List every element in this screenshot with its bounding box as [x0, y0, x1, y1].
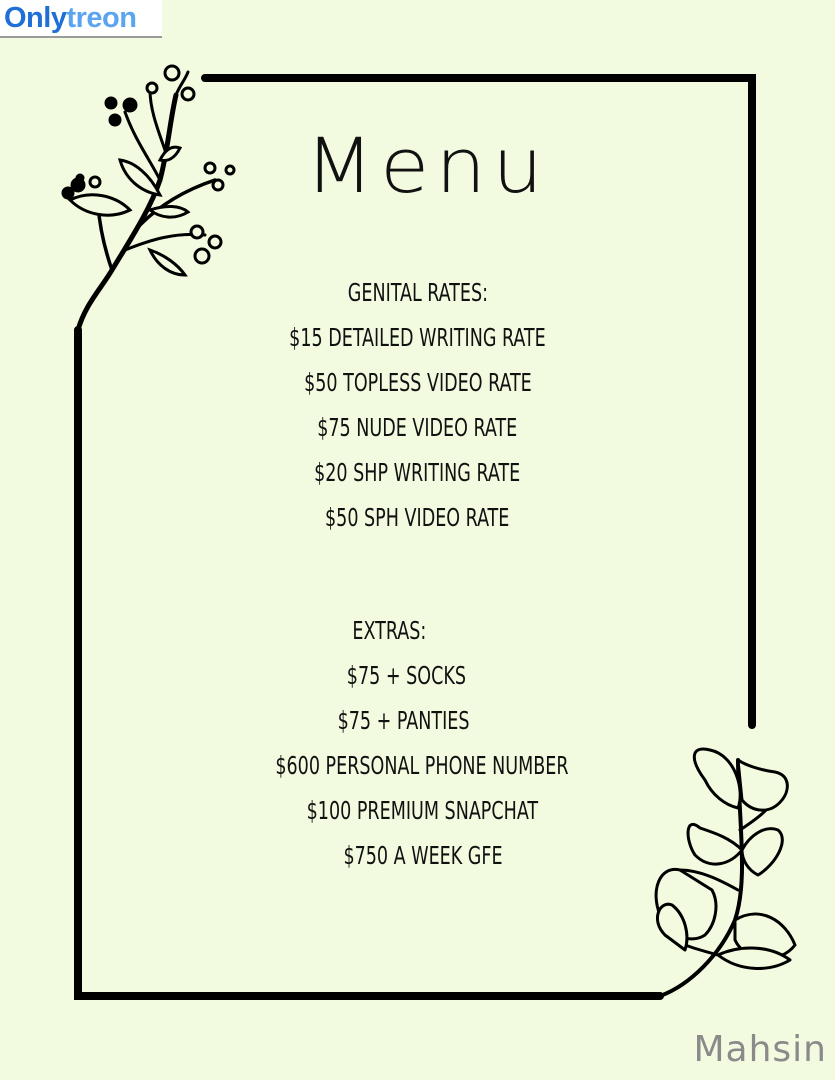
menu-item: $600 PERSONAL PHONE NUMBER	[274, 751, 569, 780]
menu-item: $50 TOPLESS VIDEO RATE	[303, 368, 532, 397]
menu-item: $15 DETAILED WRITING RATE	[289, 323, 546, 352]
menu-item: $50 SPH VIDEO RATE	[325, 503, 510, 532]
menu-item: $75 + SOCKS	[346, 661, 467, 690]
menu-item: $20 SHP WRITING RATE	[314, 458, 521, 487]
menu-item: $750 A WEEK GFE	[343, 841, 504, 870]
section-heading-genital-rates: GENITAL RATES:	[347, 278, 488, 307]
leaf-branch-bottom-right-icon	[656, 749, 795, 996]
menu-item: $100 PREMIUM SNAPCHAT	[306, 796, 539, 825]
menu-item: $75 + PANTIES	[337, 706, 470, 735]
menu-title: Menu	[305, 121, 550, 210]
logo-text-only: Only	[4, 1, 67, 34]
credit-watermark: Mahsin	[693, 1029, 827, 1070]
logo-text-treon: treon	[66, 1, 137, 34]
menu-item: $75 NUDE VIDEO RATE	[317, 413, 518, 442]
section-heading-extras: EXTRAS:	[352, 616, 427, 645]
